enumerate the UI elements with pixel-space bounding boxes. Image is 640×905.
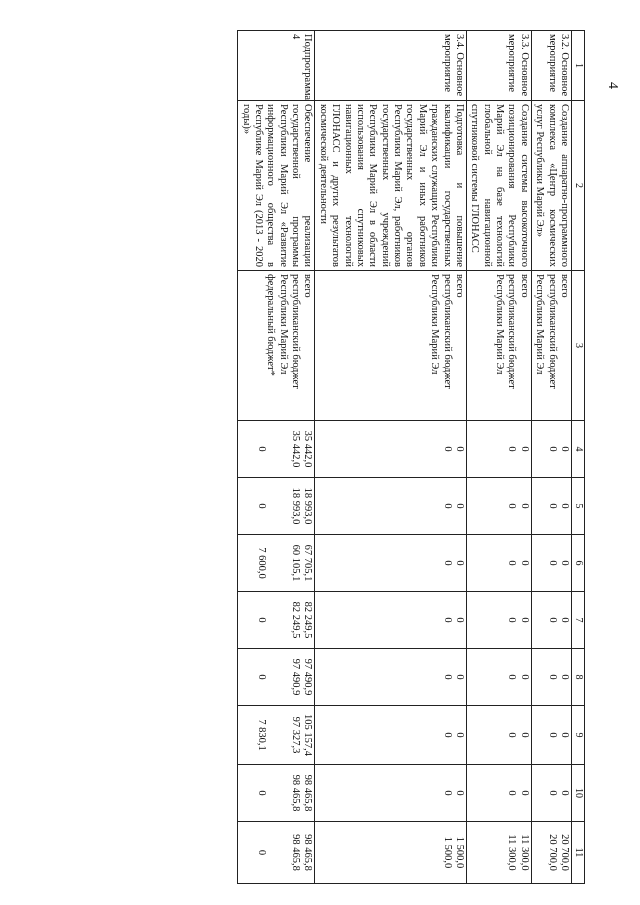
value-cell: 20 700,0 20 700,0 — [531, 822, 571, 884]
column-number-row — [572, 31, 585, 884]
funding-source: всего — [559, 274, 570, 298]
budget-table — [237, 30, 585, 884]
column-header: 10 — [572, 765, 585, 822]
column-header: 2 — [572, 101, 585, 271]
column-header: 4 — [572, 421, 585, 478]
value-cell: 0 0 — [531, 649, 571, 706]
column-header: 9 — [572, 706, 585, 765]
table-row — [238, 31, 315, 884]
value-cell: 97 490,9 97 490,9 0 — [238, 649, 315, 706]
value-cell: 0 0 — [315, 421, 467, 478]
funding-source: всего — [454, 274, 465, 298]
value-cell: 82 249,5 82 249,5 0 — [238, 592, 315, 649]
funding-source: республиканский бюджет Республики Марий Эл — [429, 274, 453, 389]
funding-sources — [315, 271, 467, 421]
value-cell: 98 465,8 98 465,8 0 — [238, 765, 315, 822]
value-cell: 98 465,8 98 465,8 0 — [238, 822, 315, 884]
value-cell: 0 0 — [467, 765, 532, 822]
value-cell: 1 500,0 1 500,0 — [315, 822, 467, 884]
value-cell: 35 442,0 35 442,0 0 — [238, 421, 315, 478]
measure-description: Создание системы высокоточного позиционирования Республики Марий Эл на базе технологий глобальной навигационной спутниковой системы ГЛОНАСС — [467, 101, 532, 271]
measure-description: Обеспечение реализации государственной программы Республики Марий Эл «Развитие информационного общества в Республике Марий Эл (2013 - 2020 годы)» — [238, 101, 315, 271]
value-cell: 0 0 — [467, 649, 532, 706]
funding-source: республиканский бюджет Республики Марий Эл — [534, 274, 558, 389]
value-cell: 18 993,0 18 993,0 0 — [238, 478, 315, 535]
value-cell: 0 0 — [467, 592, 532, 649]
measure-id: Подпрограмма 4 — [238, 31, 315, 101]
value-cell: 0 0 — [531, 478, 571, 535]
value-cell: 0 0 — [467, 421, 532, 478]
value-cell: 0 0 — [531, 421, 571, 478]
funding-source: республиканский бюджет Республики Марий Эл — [494, 274, 518, 389]
column-header: 11 — [572, 822, 585, 884]
measure-id: 3.4. Основное мероприятие — [315, 31, 467, 101]
value-cell: 0 0 — [315, 535, 467, 592]
value-cell: 0 0 — [531, 535, 571, 592]
column-header: 8 — [572, 649, 585, 706]
value-cell: 0 0 — [315, 765, 467, 822]
value-cell: 0 0 — [315, 649, 467, 706]
table-row — [531, 31, 571, 884]
value-cell: 0 0 — [531, 706, 571, 765]
column-header: 3 — [572, 271, 585, 421]
value-cell: 0 0 — [531, 765, 571, 822]
table-row — [467, 31, 532, 884]
value-cell: 11 300,0 11 300,0 — [467, 822, 532, 884]
value-cell: 0 0 — [315, 478, 467, 535]
funding-source: всего — [518, 274, 530, 298]
value-cell: 0 0 — [315, 592, 467, 649]
column-header: 7 — [572, 592, 585, 649]
funding-source: федеральный бюджет* — [265, 274, 277, 376]
funding-sources — [467, 271, 532, 421]
value-cell: 0 0 — [467, 535, 532, 592]
page-number: 4 — [605, 82, 620, 89]
funding-source: всего — [302, 274, 314, 298]
measure-description: Подготовка и повышение квалификации государственных гражданских служащих Республики Марий Эл и иных работников государственных органов Республики Марий Эл, работников государственных учреждений Республики Марий Эл в области использования спутниковых навигационных технологий ГЛОНАСС и других результатов космической деятельности — [315, 101, 467, 271]
column-header: 1 — [572, 31, 585, 101]
funding-sources — [531, 271, 571, 421]
measure-description: Создание аппаратно-программного комплекса «Центр космических услуг Республики Марий Эл» — [531, 101, 571, 271]
funding-sources — [238, 271, 315, 421]
measure-id: 3.3. Основное мероприятие — [467, 31, 532, 101]
rotated-page — [120, 30, 585, 880]
value-cell: 105 157,4 97 327,3 7 830,1 — [238, 706, 315, 765]
measure-id: 3.2. Основное мероприятие — [531, 31, 571, 101]
column-header: 6 — [572, 535, 585, 592]
column-header: 5 — [572, 478, 585, 535]
value-cell: 67 705,1 60 105,1 7 600,0 — [238, 535, 315, 592]
value-cell: 0 0 — [467, 478, 532, 535]
value-cell: 0 0 — [531, 592, 571, 649]
value-cell: 0 0 — [315, 706, 467, 765]
table-row — [315, 31, 467, 884]
funding-source: республиканский бюджет Республики Марий Эл — [277, 274, 302, 389]
value-cell: 0 0 — [467, 706, 532, 765]
